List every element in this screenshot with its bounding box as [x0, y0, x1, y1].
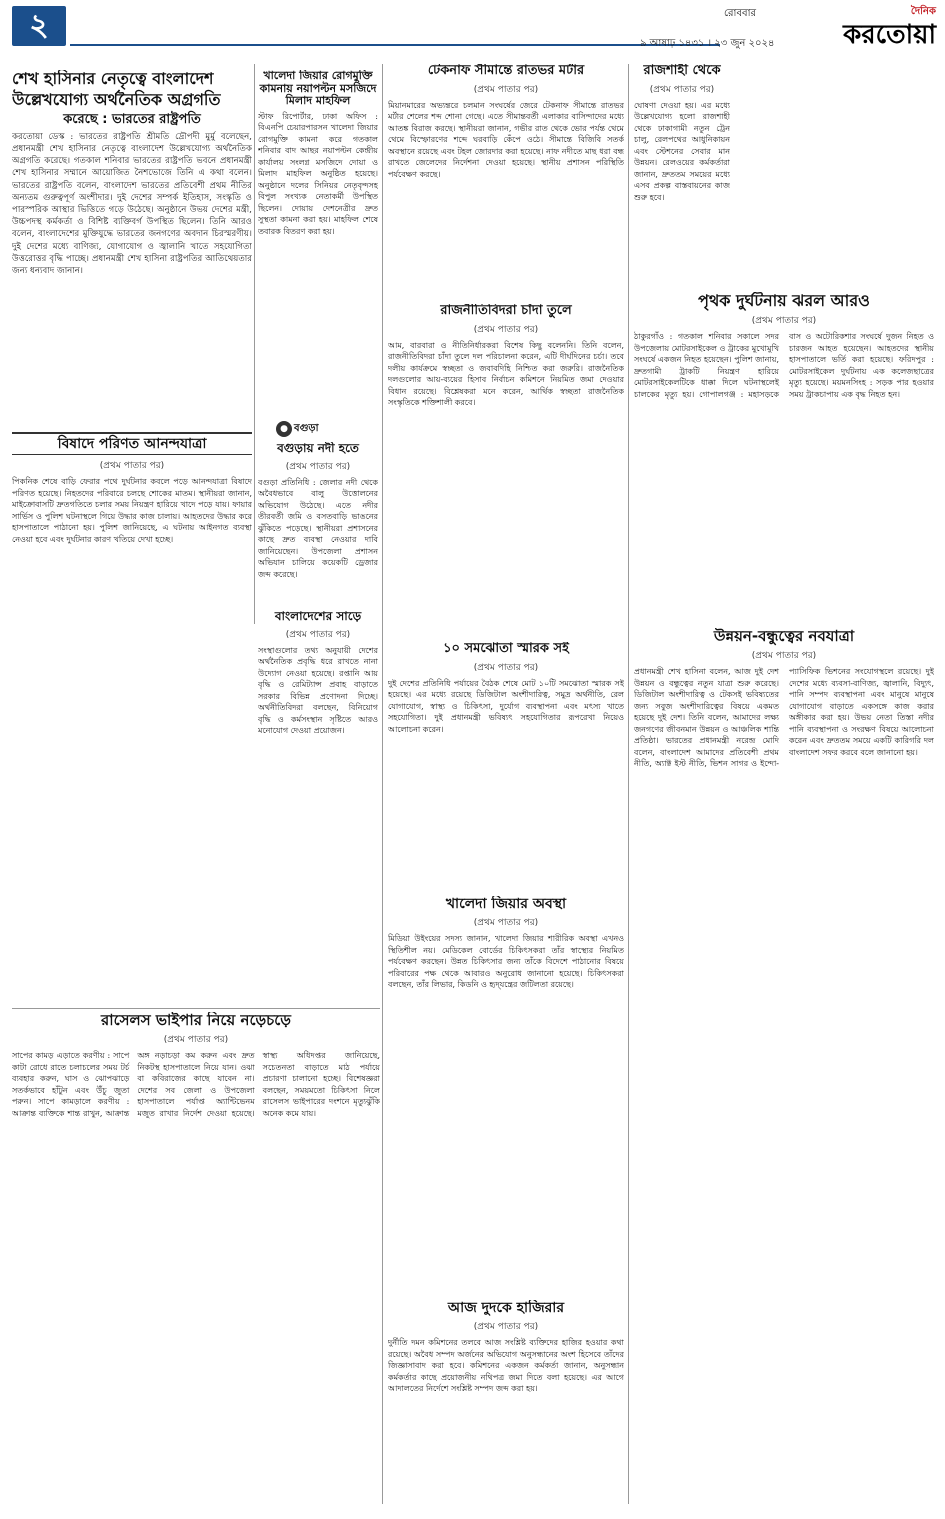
anandajatra-sub: (প্রথম পাতার পর)	[99, 461, 165, 472]
unnayan-body: প্রধানমন্ত্রী শেখ হাসিনা বলেন, আজ দুই দেশ উন্নয়ন ও বন্ধুত্বের নতুন যাত্রা শুরু করেছে। ডিজিটাল অংশীদারিত্ব ও টেকসই ভবিষ্যতের জন্য সবুজ অংশীদারিত্বের বিষয়ে একমত হয়েছে দুই দেশ। তিনি বলেন, আমাদের লক্ষ্য জনগণের জীবনমান উন্নয়ন ও আঞ্চলিক শান্তি প্রতিষ্ঠা। ভারতের প্রধানমন্ত্রী নরেন্দ্র মোদি বলেন, বাংলাদেশ আমাদের প্রতিবেশী প্রথম নীতি, অ্যাক্ট ইস্ট নীতি, ভিশন সাগর ও ইন্দো-প্যাসিফিক ভিশনের সংযোগস্থলে রয়েছে। দুই দেশের মধ্যে ব্যবসা-বাণিজ্য, জ্বালানি, বিদ্যুৎ, পানি সম্পদ ব্যবস্থাপনা এবং মানুষে মানুষে যোগাযোগ বাড়াতে একসঙ্গে কাজ করার অঙ্গীকার করা হয়। উভয় নেতা তিস্তা নদীর পানি ব্যবস্থাপনা ও সংরক্ষণ বিষয়ে আলোচনা করেন এবং দ্রুততম সময়ে একটি কারিগরি দল বাংলাদেশ সফর করবে বলে জানানো হয়।	[634, 667, 934, 769]
russels-viper-body: সাপের কামড় এড়াতে করণীয় : সাপে কাটা রোধে রাতে চলাচলের সময় টর্চ ব্যবহার করুন, ঘাস ও ঝোপঝাড়ে সতর্কভাবে হাঁটুন এবং উঁচু জুতা পরুন। সাপে কামড়ালে করণীয় : আক্রান্ত ব্যক্তিকে শান্ত রাখুন, আক্রান্ত অঙ্গ নড়াচড়া কম করুন এবং দ্রুত নিকটস্থ হাসপাতালে নিয়ে যান। ওঝা বা কবিরাজের কাছে যাবেন না। দেশের সব জেলা ও উপজেলা হাসপাতালে পর্যাপ্ত অ্যান্টিভেনম মজুত রাখার নির্দেশ দেওয়া হয়েছে। স্বাস্থ্য অধিদপ্তর জানিয়েছে, সচেতনতা বাড়াতে মাঠ পর্যায়ে প্রচারণা চালানো হচ্ছে। বিশেষজ্ঞরা বলছেন, সময়মতো চিকিৎসা নিলে রাসেলস ভাইপারের দংশনে মৃত্যুঝুঁকি অনেক কমে যায়।	[12, 1051, 380, 1118]
dudok-body: দুর্নীতি দমন কমিশনের তলবে আজ সংশ্লিষ্ট ব্যক্তিদের হাজির হওয়ার কথা রয়েছে। অবৈধ সম্পদ অর্জনের অভিযোগ অনুসন্ধানের অংশ হিসেবে তাঁদের জিজ্ঞাসাবাদ করা হবে। কমিশনের একজন কর্মকর্তা জানান, অনুসন্ধান কর্মকর্তার কাছে প্রয়োজনীয় নথিপত্র জমা দিতে বলা হয়েছে। এর আগে আদালতের নির্দেশে সংশ্লিষ্ট সম্পদ জব্দ করা হয়।	[388, 1338, 624, 1394]
column-rule	[382, 64, 383, 1504]
masthead-tag: দৈনিক	[910, 6, 936, 17]
anandajatra-article	[12, 432, 252, 882]
russels-viper-title: রাসেলস ভাইপার নিয়ে নড়েচড়ে	[100, 1012, 292, 1029]
anandajatra-title: বিষাদে পরিণত আনন্দযাত্রা	[12, 432, 252, 455]
rajshahi-body: ঘোষণা দেওয়া হয়। এর মধ্যে উল্লেখযোগ্য হলো রাজশাহী থেকে ঢাকাগামী নতুন ট্রেন চালু, রেলপথের আধুনিকায়ন এবং স্টেশনের সেবার মান উন্নয়ন। রেলওয়ের কর্মকর্তারা জানান, দ্রুততম সময়ের মধ্যে এসব প্রকল্প বাস্তবায়নের কাজ শুরু হবে।	[634, 100, 730, 202]
lead-title-2: উল্লেখযোগ্য অর্থনৈতিক অগ্রগতি	[12, 90, 221, 110]
smarok-body: দুই দেশের প্রতিনিধি পর্যায়ের বৈঠক শেষে মোট ১০টি সমঝোতা স্মারক সই হয়েছে। এর মধ্যে রয়েছে ডিজিটাল অংশীদারিত্ব, সমুদ্র অর্থনীতি, রেল যোগাযোগ, স্বাস্থ্য ও চিকিৎসা, দুর্যোগ ব্যবস্থাপনা এবং মৎস্য খাতে সহযোগিতা। দুই প্রধানমন্ত্রী ভবিষ্যৎ সহযোগিতার রূপরেখা নিয়েও আলোচনা করেন।	[388, 678, 624, 734]
dateline: ৯ আষাঢ় ১৪৩১ । ২৩ জুন ২০২৪	[640, 38, 775, 49]
section-rule	[12, 1008, 380, 1009]
khaleda-milad-body: স্টাফ রিপোর্টার, ঢাকা অফিস : বিএনপি চেয়ারপারসন খালেদা জিয়ার রোগমুক্তি কামনা করে গতকাল শনিবার বাদ আছর নয়াপল্টন কেন্দ্রীয় কার্যালয় সংলগ্ন মসজিদে দোয়া ও মিলাদ মাহফিল অনুষ্ঠিত হয়েছে। অনুষ্ঠানে দলের সিনিয়র নেতৃবৃন্দসহ বিপুল সংখ্যক নেতাকর্মী উপস্থিত ছিলেন। দোয়ায় দেশনেত্রীর দ্রুত সুস্থতা কামনা করা হয়। মাহফিল শেষে তবারক বিতরণ করা হয়।	[258, 111, 378, 236]
bangladesher-title: বাংলাদেশের সাড়ে	[274, 610, 362, 623]
rajneeti-sub: (প্রথম পাতার পর)	[473, 324, 539, 335]
rajshahi-sub: (প্রথম পাতার পর)	[649, 84, 715, 95]
header-rule	[70, 44, 720, 46]
lead-title-1: শেখ হাসিনার নেতৃত্বে বাংলাদেশ	[12, 70, 214, 88]
russels-viper-article	[12, 1012, 380, 1502]
accident-title: পৃথক দুর্ঘটনায় ঝরল আরও	[698, 292, 870, 310]
bogura-nodi-sub: (প্রথম পাতার পর)	[285, 461, 351, 472]
bogura-nodi-body: বগুড়া প্রতিনিধি : জেলার নদী থেকে অবৈধভাবে বালু উত্তোলনের অভিযোগ উঠেছে। এতে নদীর তীরবর্তী জমি ও বসতবাড়ি ভাঙনের ঝুঁকিতে পড়েছে। স্থানীয়রা প্রশাসনের কাছে দ্রুত ব্যবস্থা নেওয়ার দাবি জানিয়েছেন। উপজেলা প্রশাসন অভিযান চালিয়ে কয়েকটি ড্রেজার জব্দ করেছে।	[258, 477, 378, 579]
unnayan-sub: (প্রথম পাতার পর)	[751, 651, 817, 662]
russels-viper-sub: (প্রথম পাতার পর)	[163, 1035, 229, 1046]
smarok-article	[388, 642, 624, 892]
bogura-kicker: ● বগুড়া	[276, 421, 346, 439]
masthead-name: করতোয়া	[843, 20, 936, 50]
khaleda-obostha-body: মিডিয়া উইংয়ের সদস্য জানান, খালেদা জিয়ার শারীরিক অবস্থা এখনও স্থিতিশীল নয়। মেডিকেল বোর্ডের চিকিৎসকরা তাঁর স্বাস্থ্যের নিয়মিত পর্যবেক্ষণ করছেন। উন্নত চিকিৎসার জন্য তাঁকে বিদেশে পাঠানোর বিষয়ে পরিবারের পক্ষ থেকে আবারও অনুরোধ জানানো হয়েছে। চিকিৎসকরা বলছেন, তাঁর লিভার, কিডনি ও হৃদ্‌যন্ত্রের জটিলতা রয়েছে।	[388, 934, 624, 990]
khaleda-obostha-article	[388, 896, 624, 1296]
page-header	[0, 0, 945, 52]
accident-body: ঠাকুরগাঁও : গতকাল শনিবার সকালে সদর উপজেলায় মোটরসাইকেল ও ট্রাকের মুখোমুখি সংঘর্ষে একজন নিহত হয়েছেন। পুলিশ জানায়, দ্রুতগামী ট্রাকটি নিয়ন্ত্রণ হারিয়ে মোটরসাইকেলটিকে ধাক্কা দিলে ঘটনাস্থলেই চালকের মৃত্যু হয়। গোপালগঞ্জ : মহাসড়কে বাস ও অটোরিকশার সংঘর্ষে দুজন নিহত ও চারজন আহত হয়েছেন। আহতদের স্থানীয় হাসপাতালে ভর্তি করা হয়েছে। ফরিদপুর : মোটরসাইকেল দুর্ঘটনায় এক কলেজছাত্রের মৃত্যু হয়েছে। ময়মনসিংহ : সড়ক পার হওয়ার সময় ট্রাকচাপায় এক বৃদ্ধ নিহত হন।	[634, 332, 934, 399]
teknaf-sub: (প্রথম পাতার পর)	[473, 84, 539, 95]
rajneeti-article	[388, 304, 624, 638]
lead-article	[12, 70, 252, 430]
masthead	[726, 4, 936, 48]
column-rule	[628, 64, 629, 1504]
khaleda-obostha-title: খালেদা জিয়ার অবস্থা	[445, 896, 567, 912]
teknaf-title: টেকনাফ সীমান্তে রাতভর মর্টার	[427, 64, 585, 78]
bangladesher-article	[258, 610, 378, 760]
dudok-article	[388, 1300, 624, 1500]
lead-body: করতোয়া ডেস্ক : ভারতের রাষ্ট্রপতি শ্রীমতি দ্রৌপদী মুর্মু বলেছেন, প্রধানমন্ত্রী শেখ হাসিনার নেতৃত্বে বাংলাদেশ উল্লেখযোগ্য অর্থনৈতিক অগ্রগতি করেছে। গতকাল শনিবার ভারতের রাষ্ট্রপতি ভবনে প্রধানমন্ত্রী শেখ হাসিনার সম্মানে আয়োজিত নৈশভোজে তিনি এ কথা বলেন। ভারতের রাষ্ট্রপতি বলেন, বাংলাদেশ ভারতের প্রতিবেশী প্রথম নীতির অন্যতম গুরুত্বপূর্ণ অংশীদার। দুই দেশের সম্পর্ক ইতিহাস, সংস্কৃতি ও পারস্পরিক আস্থার ভিত্তিতে গড়ে উঠেছে। অনুষ্ঠানে উভয় দেশের মন্ত্রী, উচ্চপদস্থ কর্মকর্তা ও বিশিষ্ট ব্যক্তিবর্গ উপস্থিত ছিলেন। তিনি আরও বলেন, বাংলাদেশের মুক্তিযুদ্ধে ভারতের জনগণের অবদান চিরস্মরণীয়। দুই দেশের মধ্যে বাণিজ্য, যোগাযোগ ও জ্বালানি খাতে সহযোগিতা উত্তরোত্তর বৃদ্ধি পাচ্ছে। প্রধানমন্ত্রী শেখ হাসিনা রাষ্ট্রপতির আতিথেয়তার জন্য ধন্যবাদ জানান।	[12, 131, 252, 276]
smarok-title: ১০ সমঝোতা স্মারক সই	[443, 642, 569, 656]
accident-article	[634, 292, 934, 622]
bangladesher-body: সংস্থাগুলোর তথ্য অনুযায়ী দেশের অর্থনৈতিক প্রবৃদ্ধি ধরে রাখতে নানা উদ্যোগ নেওয়া হয়েছে। রপ্তানি আয় বৃদ্ধি ও রেমিট্যান্স প্রবাহ বাড়াতে সরকার বিভিন্ন প্রণোদনা দিচ্ছে। অর্থনীতিবিদরা বলছেন, বিনিয়োগ বৃদ্ধি ও কর্মসংস্থান সৃষ্টিতে আরও মনোযোগ দেওয়া প্রয়োজন।	[258, 645, 378, 736]
khaleda-milad-article	[258, 70, 378, 415]
teknaf-body: মিয়ানমারের অভ্যন্তরে চলমান সংঘর্ষের জেরে টেকনাফ সীমান্তে রাতভর মর্টার শেলের শব্দ শোনা গেছে। এতে সীমান্তবর্তী এলাকার বাসিন্দাদের মধ্যে আতঙ্ক বিরাজ করছে। স্থানীয়রা জানান, গভীর রাত থেকে ভোর পর্যন্ত থেমে থেমে বিস্ফোরণের শব্দে ঘরবাড়ি কেঁপে ওঠে। সীমান্তে বিজিবি সতর্ক অবস্থানে রয়েছে এবং টহল জোরদার করা হয়েছে। নাফ নদীতে মাছ ধরা বন্ধ রাখতে জেলেদের নির্দেশনা দেওয়া হয়েছে। স্থানীয় প্রশাসন পরিস্থিতি পর্যবেক্ষণ করছে।	[388, 100, 624, 179]
dudok-title: আজ দুদকে হাজিরার	[447, 1300, 565, 1316]
accident-sub: (প্রথম পাতার পর)	[751, 316, 817, 327]
unnayan-article	[634, 628, 934, 1498]
rajshahi-article	[634, 64, 730, 288]
rajneeti-body: আম, বারবারা ও নীতিনির্ধারকরা বিশেষ কিছু বলেননি। তিনি বলেন, রাজনীতিবিদরা চাঁদা তুলে দল পরিচালনা করেন, এটি দীর্ঘদিনের চর্চা। তবে দলীয় কার্যক্রমে স্বচ্ছতা ও জবাবদিহি নিশ্চিত করা জরুরি। রাজনৈতিক দলগুলোর আয়-ব্যয়ের হিসাব নির্বাচন কমিশনে নিয়মিত জমা দেওয়ার বিধান রয়েছে। বিশ্লেষকরা মনে করেন, আর্থিক স্বচ্ছতা রাজনৈতিক সংস্কৃতিকে শক্তিশালী করবে।	[388, 340, 624, 408]
anandajatra-body: পিকনিক শেষে বাড়ি ফেরার পথে দুর্ঘটনার কবলে পড়ে আনন্দযাত্রা বিষাদে পরিণত হয়েছে। নিহতদের পরিবারে চলছে শোকের মাতম। স্থানীয়রা জানান, মাইক্রোবাসটি দ্রুতগতিতে চলার সময় নিয়ন্ত্রণ হারিয়ে খাদে পড়ে যায়। ফায়ার সার্ভিস ও পুলিশ ঘটনাস্থলে গিয়ে উদ্ধার কাজ চালায়। আহতদের উদ্ধার করে হাসপাতালে পাঠানো হয়। পুলিশ জানিয়েছে, এ ঘটনায় আইনগত ব্যবস্থা নেওয়া হবে এবং দুর্ঘটনার কারণ খতিয়ে দেখা হচ্ছে।	[12, 477, 252, 544]
khaleda-milad-title: খালেদা জিয়ার রোগমুক্তি কামনায় নয়াপল্টন মসজিদে মিলাদ মাহফিল	[259, 70, 377, 108]
column-rule	[254, 64, 255, 624]
dudok-sub: (প্রথম পাতার পর)	[473, 1322, 539, 1333]
rajshahi-title: রাজশাহী থেকে	[643, 64, 721, 78]
teknaf-article	[388, 64, 624, 304]
weekday: রোববার	[724, 8, 756, 19]
bogura-logo-icon: ●	[276, 421, 292, 437]
khaleda-obostha-sub: (প্রথম পাতার পর)	[473, 918, 539, 929]
bogura-nodi-title: বগুড়ায় নদী হতে	[277, 442, 359, 455]
bangladesher-sub: (প্রথম পাতার পর)	[285, 629, 351, 640]
page-number: ২	[12, 6, 66, 46]
lead-title-3: করেছে : ভারতের রাষ্ট্রপতি	[63, 111, 201, 127]
bogura-nodi-article	[258, 442, 378, 602]
smarok-sub: (প্রথম পাতার পর)	[473, 662, 539, 673]
unnayan-title: উন্নয়ন-বন্ধুত্বের নবযাত্রা	[713, 628, 855, 645]
rajneeti-title: রাজনীতিবিদরা চাঁদা তুলে	[440, 304, 572, 318]
